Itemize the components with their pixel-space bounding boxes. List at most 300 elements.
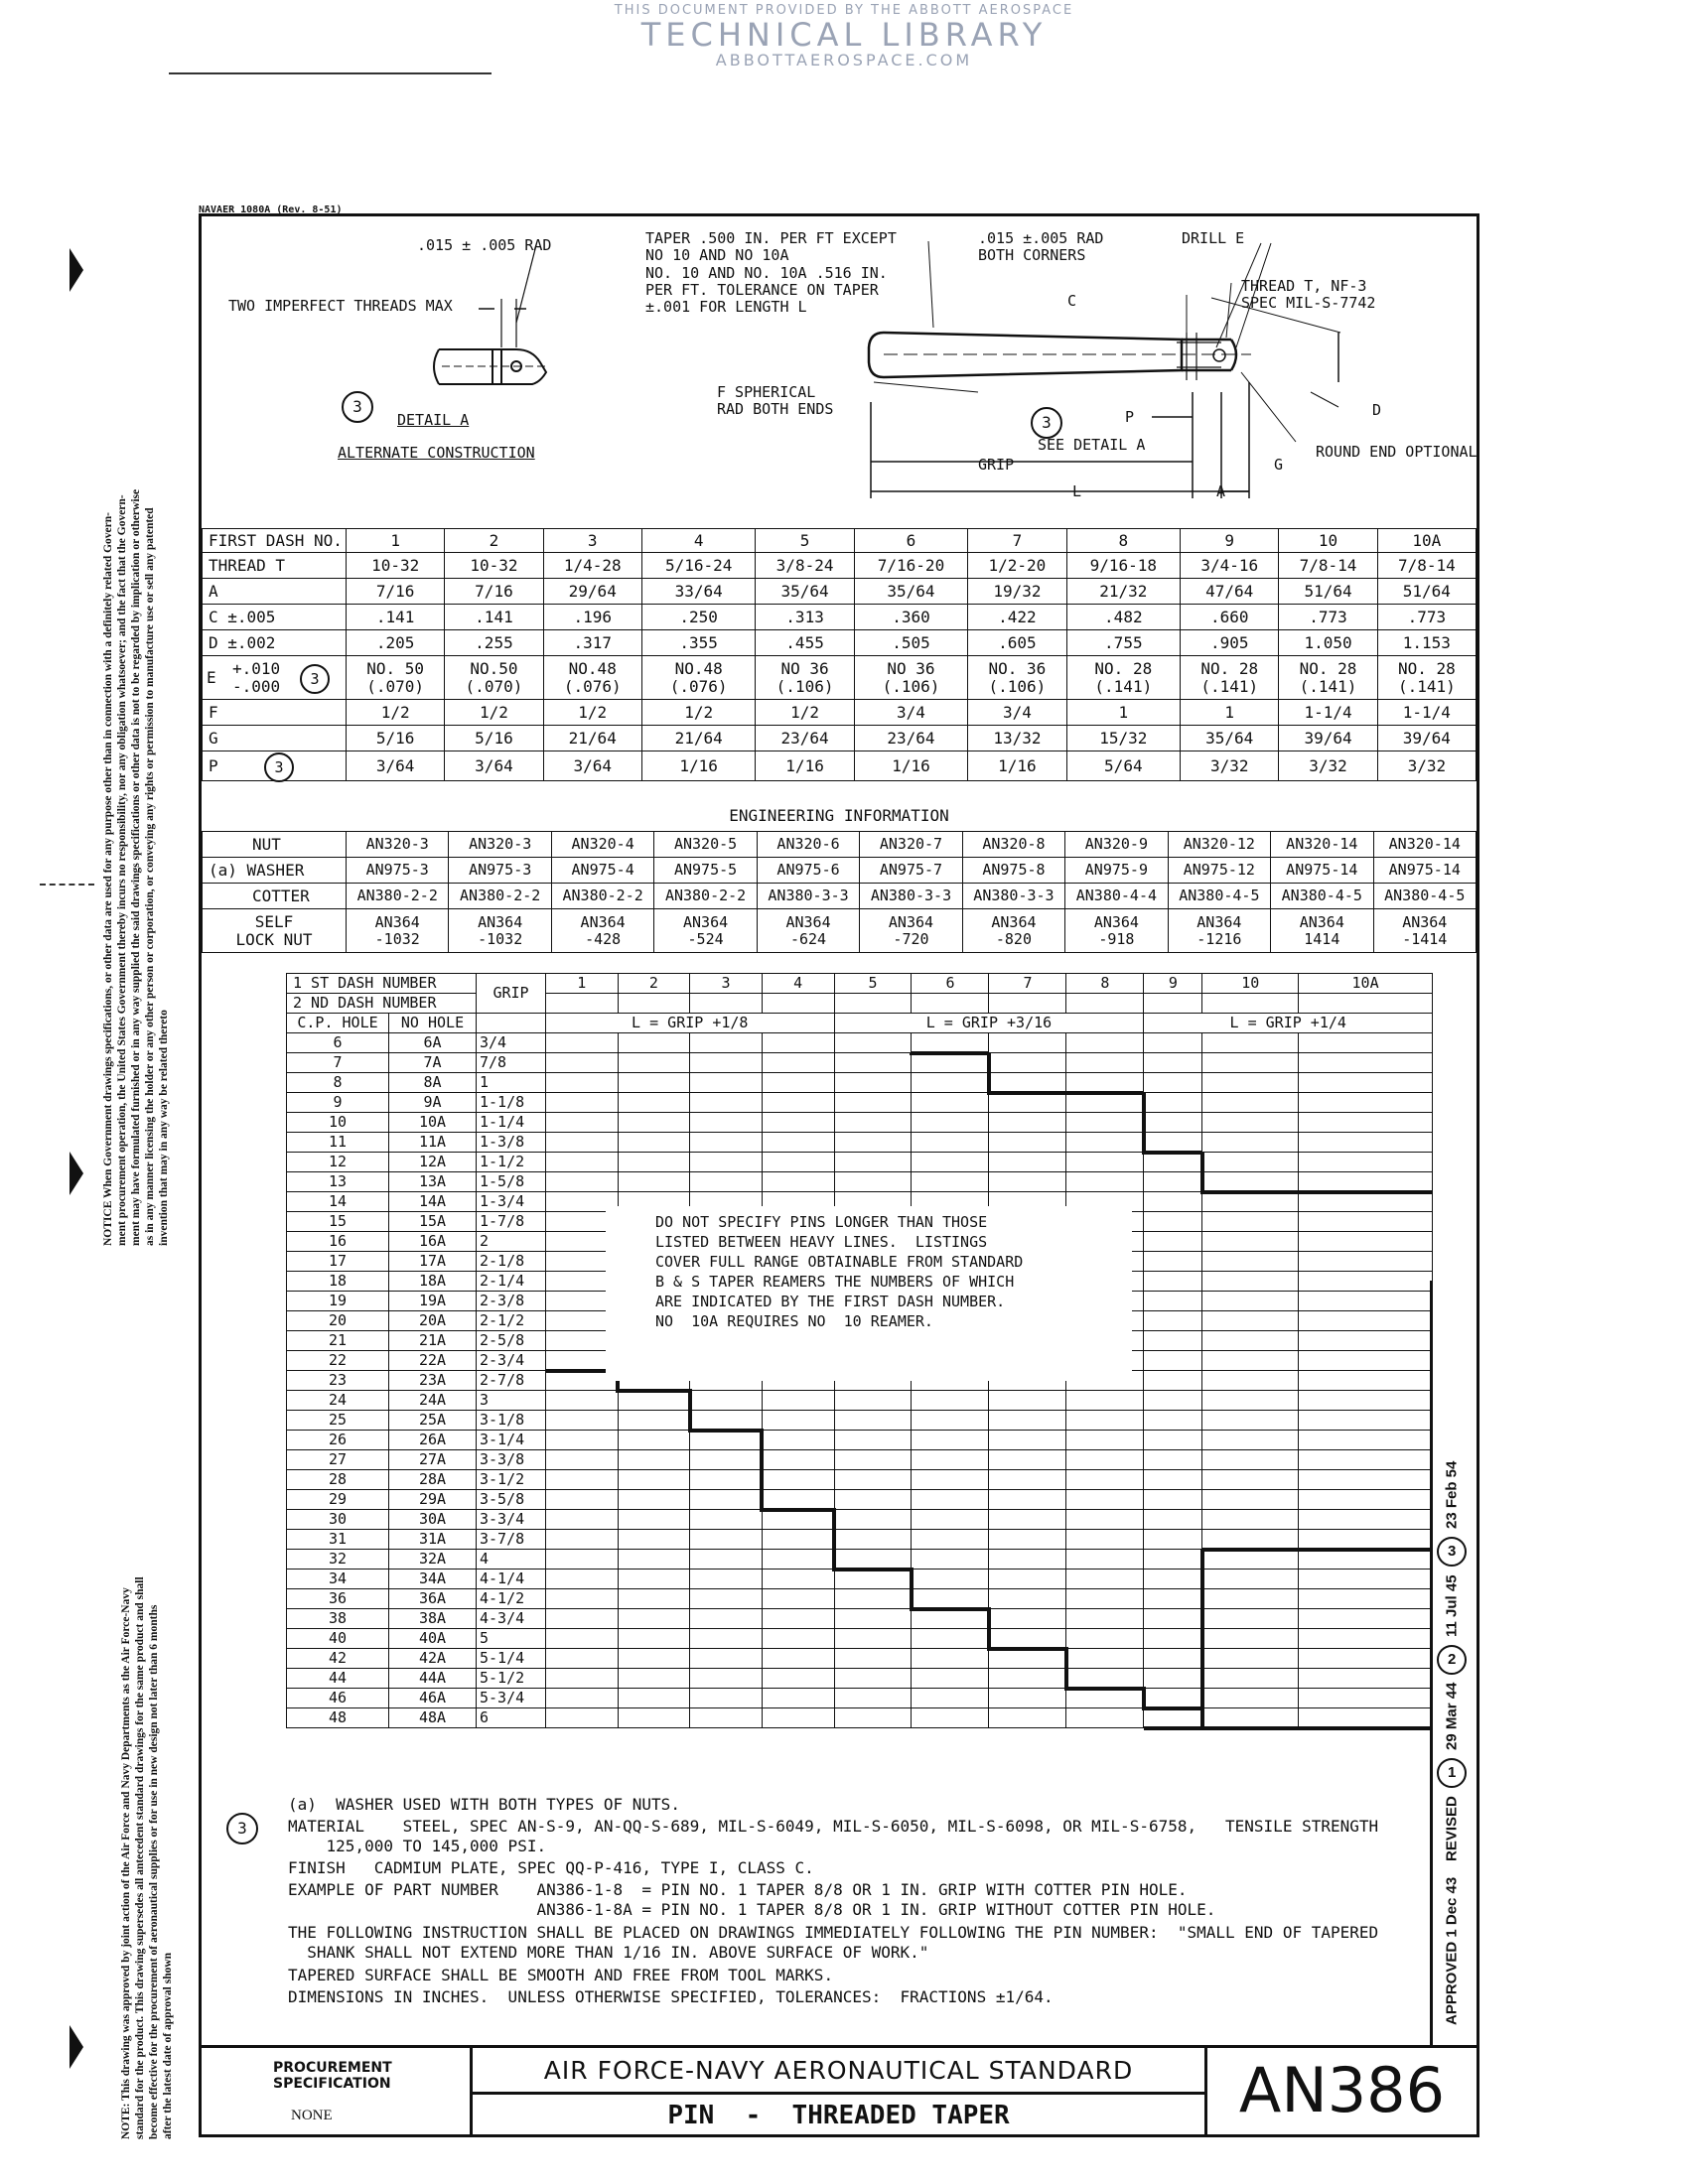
dim-cell: 19/32 [968, 579, 1066, 605]
grip-cell [618, 1093, 690, 1113]
heavy-line [1202, 1548, 1433, 1552]
no-hole-number: 46A [389, 1689, 477, 1708]
dim-row-label: THREAD T [203, 553, 347, 579]
grip-cell [1066, 1153, 1144, 1172]
self-lock-dash: -624 [789, 929, 827, 948]
eng-row [203, 832, 1477, 858]
dim-col-header: 7 [968, 529, 1066, 553]
grip-cell [618, 1669, 690, 1689]
top-rule [169, 72, 492, 74]
eng-row-self-lock [203, 909, 1477, 953]
grip-cell [618, 1530, 690, 1550]
note-finish: FINISH CADMIUM PLATE, SPEC QQ-P-416, TYPE I, CLASS C. [288, 1858, 814, 1877]
grip-value: 1-1/4 [477, 1113, 546, 1133]
grip-cell [834, 1133, 912, 1153]
grip-cell [912, 1073, 989, 1093]
punch-mark-bottom [70, 2025, 83, 2069]
grip-cell [1299, 1351, 1433, 1371]
grip-cell [1299, 1073, 1433, 1093]
grip-value: 1-5/8 [477, 1172, 546, 1192]
heavy-line [1200, 1153, 1204, 1194]
grip-cell [912, 1391, 989, 1411]
heavy-line [760, 1429, 764, 1512]
grip-cell [690, 1053, 763, 1073]
grip-cell [834, 1510, 912, 1530]
grip-cell [834, 1073, 912, 1093]
grip-value: 2-1/2 [477, 1311, 546, 1331]
cp-hole-number: 26 [287, 1431, 389, 1450]
grip-cell [546, 1629, 619, 1649]
grip-cell [834, 1550, 912, 1570]
self-lock-dash: -428 [585, 929, 622, 948]
grip-cell [1144, 1689, 1202, 1708]
grip-cell [1066, 1649, 1144, 1669]
grip-value: 1-3/8 [477, 1133, 546, 1153]
no-hole-number: 17A [389, 1252, 477, 1272]
dim-cell: 10-32 [445, 553, 543, 579]
no-hole-number: 27A [389, 1450, 477, 1470]
grip-cell [1066, 1033, 1144, 1053]
note-tapered-surface: TAPERED SURFACE SHALL BE SMOOTH AND FREE FROM TOOL MARKS. [288, 1966, 834, 1984]
grip-cell [1144, 1669, 1202, 1689]
title-block [202, 2045, 1477, 2137]
grip-cell [1066, 1431, 1144, 1450]
dim-cell: 1.050 [1279, 630, 1377, 656]
grip-cell [912, 1669, 989, 1689]
eng-cell: AN975-4 [551, 858, 653, 884]
no-hole-number: 22A [389, 1351, 477, 1371]
grip-cell [618, 1153, 690, 1172]
watermark-line1: THIS DOCUMENT PROVIDED BY THE ABBOTT AEROSPACE [614, 3, 1074, 18]
procurement-spec-value: NONE [291, 2108, 333, 2123]
grip-cell [1202, 1391, 1299, 1411]
grip-cell [1202, 1649, 1299, 1669]
grip-cell [1144, 1093, 1202, 1113]
grip-cell [1144, 1272, 1202, 1292]
grip-header-row-3 [287, 1014, 1433, 1033]
grip-cell [762, 1053, 834, 1073]
grip-cell [989, 1669, 1066, 1689]
eng-cell: AN380-4-5 [1168, 884, 1270, 909]
no-hole-number: 21A [389, 1331, 477, 1351]
grip-cell [989, 1470, 1066, 1490]
form-number: NAVAER 1080A (Rev. 8-51) [199, 205, 347, 215]
dim-col-header: 6 [854, 529, 968, 553]
grip-cell [1202, 1450, 1299, 1470]
grip-cell [1144, 1470, 1202, 1490]
dim-cell: 35/64 [1181, 726, 1279, 751]
dim-cell-e [445, 656, 543, 700]
watermark-url: ABBOTTAEROSPACE.COM [715, 51, 973, 69]
cp-hole-number: 27 [287, 1450, 389, 1470]
grip-cell [1202, 1609, 1299, 1629]
eng-cell: AN975-6 [757, 858, 859, 884]
grip-cell [1202, 1669, 1299, 1689]
dim-cell: .482 [1066, 605, 1181, 630]
grip-cell [1299, 1629, 1433, 1649]
grip-cell [912, 1470, 989, 1490]
self-lock-dash: 1414 [1304, 929, 1340, 948]
grip-cell [618, 1550, 690, 1570]
grip-cell [1144, 1192, 1202, 1212]
grip-cell [546, 1411, 619, 1431]
heavy-line [910, 1568, 914, 1611]
grip-cell [989, 1450, 1066, 1470]
dim-row [203, 700, 1477, 726]
grip-cell [834, 1570, 912, 1589]
cp-hole-number: 38 [287, 1609, 389, 1629]
note-washer: (a) WASHER USED WITH BOTH TYPES OF NUTS. [288, 1795, 680, 1814]
grip-cell [1144, 1133, 1202, 1153]
grip-cell [762, 1093, 834, 1113]
grip-value: 1-7/8 [477, 1212, 546, 1232]
blank-cell [1066, 994, 1144, 1014]
round-end-label: ROUND END OPTIONAL [1316, 443, 1477, 461]
grip-cell [1202, 1470, 1299, 1490]
formula-1: L = GRIP +1/8 [546, 1014, 835, 1033]
dim-cell: 1/2 [445, 700, 543, 726]
grip-cell [690, 1153, 763, 1172]
reamer-col-header: 3 [690, 974, 763, 994]
grip-cell [1066, 1570, 1144, 1589]
self-lock-part: AN364 [374, 913, 420, 931]
blank-cell [690, 994, 763, 1014]
dim-col-header: 8 [1066, 529, 1181, 553]
see-detail-label: SEE DETAIL A [1038, 436, 1146, 454]
eng-cell: AN380-3-3 [757, 884, 859, 909]
grip-cell [690, 1033, 763, 1053]
grip-value: 2-5/8 [477, 1331, 546, 1351]
eng-cell: AN380-4-5 [1373, 884, 1476, 909]
grip-cell [762, 1510, 834, 1530]
grip-cell [912, 1609, 989, 1629]
grip-cell [989, 1033, 1066, 1053]
self-lock-dash: -1216 [1196, 929, 1242, 948]
grip-cell [989, 1053, 1066, 1073]
cp-hole-number: 7 [287, 1053, 389, 1073]
grip-cell [1066, 1411, 1144, 1431]
dim-cell: .313 [756, 605, 854, 630]
dim-cell: 7/8-14 [1377, 553, 1476, 579]
heavy-line [1142, 1093, 1146, 1155]
e-drill-diameter: (.141) [1299, 676, 1357, 696]
heavy-line [1144, 1151, 1202, 1155]
grip-value: 2-1/4 [477, 1272, 546, 1292]
dim-cell: 9/16-18 [1066, 553, 1181, 579]
grip-cell [762, 1391, 834, 1411]
grip-cell [1066, 1113, 1144, 1133]
cp-hole-number: 30 [287, 1510, 389, 1530]
grip-cell [618, 1053, 690, 1073]
note-material-1: MATERIAL STEEL, SPEC AN-S-9, AN-QQ-S-689, MIL-S-6049, MIL-S-6050, MIL-S-6098, OR MIL-S-6758, TENSILE STRENGTH [288, 1817, 1379, 1836]
grip-cell [546, 1490, 619, 1510]
dim-col-header: 10 [1279, 529, 1377, 553]
e-note-circle: 3 [300, 664, 330, 694]
dim-row-label: D ±.002 [203, 630, 347, 656]
grip-cell [834, 1033, 912, 1053]
no-hole-number: 8A [389, 1073, 477, 1093]
rad-top-left-label: .015 ± .005 RAD [417, 236, 552, 254]
grip-cell [690, 1649, 763, 1669]
grip-cell [1202, 1311, 1299, 1331]
grip-cell [1202, 1589, 1299, 1609]
watermark-title: TECHNICAL LIBRARY [640, 16, 1048, 54]
dim-cell: .905 [1181, 630, 1279, 656]
grip-value: 4 [477, 1550, 546, 1570]
grip-cell [912, 1172, 989, 1192]
grip-cell [989, 1530, 1066, 1550]
blank-cell [989, 994, 1066, 1014]
grip-row [287, 1530, 1433, 1550]
grip-cell [762, 1609, 834, 1629]
grip-cell [989, 1411, 1066, 1431]
dim-row [203, 630, 1477, 656]
e-drill-number: NO. 28 [1094, 658, 1153, 678]
grip-cell [912, 1133, 989, 1153]
grip-cell [989, 1391, 1066, 1411]
self-lock-dash: -1032 [478, 929, 523, 948]
grip-cell [762, 1133, 834, 1153]
cp-hole-number: 25 [287, 1411, 389, 1431]
margin-dash [40, 884, 94, 886]
drill-e-label: DRILL E [1182, 229, 1245, 247]
grip-cell [1299, 1391, 1433, 1411]
eng-row-label: NUT [203, 832, 347, 858]
heavy-line [1144, 1706, 1202, 1710]
grip-cell [762, 1550, 834, 1570]
e-drill-diameter: (.141) [1094, 676, 1153, 696]
eng-cell: AN975-3 [347, 858, 449, 884]
dim-cell: 3/32 [1377, 751, 1476, 781]
cp-hole-number: 22 [287, 1351, 389, 1371]
grip-value: 3-3/4 [477, 1510, 546, 1530]
grip-cell [690, 1589, 763, 1609]
grip-cell [1066, 1669, 1144, 1689]
dim-header-row [203, 529, 1477, 553]
grip-cell [1066, 1708, 1144, 1728]
grip-cell [690, 1689, 763, 1708]
grip-cell [690, 1172, 763, 1192]
p-label: P [1125, 408, 1135, 426]
blank-cell [546, 994, 619, 1014]
grip-row [287, 1133, 1433, 1153]
grip-cell [1299, 1450, 1433, 1470]
grip-cell [762, 1411, 834, 1431]
no-hole-number: 15A [389, 1212, 477, 1232]
reamer-col-header: 8 [1066, 974, 1144, 994]
heavy-line [1202, 1190, 1433, 1194]
grip-cell [618, 1113, 690, 1133]
grip-cell [1202, 1212, 1299, 1232]
grip-cell [762, 1172, 834, 1192]
cp-hole-number: 44 [287, 1669, 389, 1689]
grip-value: 3-1/8 [477, 1411, 546, 1431]
rev-1-date: 29 Mar 44 [1443, 1682, 1461, 1750]
grip-cell [1144, 1629, 1202, 1649]
grip-cell [1144, 1431, 1202, 1450]
engineering-info-table [202, 831, 1477, 953]
dim-cell: .605 [968, 630, 1066, 656]
self-lock-dash: -524 [687, 929, 724, 948]
grip-cell [834, 1629, 912, 1649]
grip-cell [618, 1073, 690, 1093]
g-label: G [1274, 456, 1284, 474]
notice-line-5: invention that may in any way be related thereto [158, 1010, 170, 1246]
cp-hole-header: C.P. HOLE [287, 1014, 389, 1033]
grip-cell [1144, 1589, 1202, 1609]
dim-cell: 3/4 [854, 700, 968, 726]
dim-cell-e [1279, 656, 1377, 700]
grip-cell [834, 1411, 912, 1431]
reamer-col-header: 4 [762, 974, 834, 994]
dim-cell: 3/32 [1181, 751, 1279, 781]
grip-cell [989, 1113, 1066, 1133]
grip-cell [1202, 1490, 1299, 1510]
no-hole-number: 19A [389, 1292, 477, 1311]
e-drill-number: NO.48 [674, 658, 723, 678]
rev-2-date: 11 Jul 45 [1443, 1573, 1461, 1637]
grip-cell [1202, 1292, 1299, 1311]
part-title: PIN - THREADED TAPER [667, 2101, 1010, 2130]
eng-cell: AN320-5 [654, 832, 757, 858]
grip-cell [618, 1470, 690, 1490]
dim-col-header: 9 [1181, 529, 1279, 553]
grip-cell [912, 1113, 989, 1133]
dim-cell: .355 [641, 630, 756, 656]
grip-cell [1299, 1510, 1433, 1530]
grip-row [287, 1113, 1433, 1133]
grip-cell [1299, 1570, 1433, 1589]
cp-hole-number: 12 [287, 1153, 389, 1172]
dim-col-header: 2 [445, 529, 543, 553]
a-label: A [1216, 482, 1226, 500]
dim-cell: .773 [1377, 605, 1476, 630]
grip-cell [690, 1609, 763, 1629]
see-detail-circle: 3 [1031, 407, 1062, 439]
eng-cell: AN380-2-2 [347, 884, 449, 909]
dim-cell: 1-1/4 [1279, 700, 1377, 726]
dim-cell: 21/64 [641, 726, 756, 751]
grip-cell [1066, 1391, 1144, 1411]
eng-cell: AN975-3 [449, 858, 551, 884]
grip-cell [1299, 1153, 1433, 1172]
cp-hole-number: 42 [287, 1649, 389, 1669]
grip-cell [1299, 1669, 1433, 1689]
grip-cell [912, 1570, 989, 1589]
dim-cell: 3/4-16 [1181, 553, 1279, 579]
e-drill-diameter: (.076) [563, 676, 622, 696]
dim-cell-e [968, 656, 1066, 700]
no-hole-number: 32A [389, 1550, 477, 1570]
dim-cell: 47/64 [1181, 579, 1279, 605]
rev-1-circle: 1 [1437, 1758, 1467, 1788]
grip-cell [618, 1649, 690, 1669]
grip-cell [1299, 1550, 1433, 1570]
grip-cell [762, 1649, 834, 1669]
grip-cell [834, 1113, 912, 1133]
reamer-col-header: 10 [1202, 974, 1299, 994]
heavy-line [1200, 1550, 1204, 1728]
eng-row [203, 884, 1477, 909]
dim-cell: 1/2 [347, 700, 445, 726]
heavy-line [690, 1429, 763, 1433]
heavy-line [832, 1508, 836, 1571]
e-drill-number: NO.48 [568, 658, 617, 678]
eng-cell: AN975-14 [1271, 858, 1373, 884]
grip-cell [1066, 1133, 1144, 1153]
grip-cell [1144, 1311, 1202, 1331]
grip-cell [912, 1411, 989, 1431]
grip-cell [1299, 1371, 1433, 1391]
grip-row [287, 1550, 1433, 1570]
dim-cell: 1 [1181, 700, 1279, 726]
dim-col-header: 3 [543, 529, 641, 553]
dim-row-e [203, 656, 1477, 700]
dim-cell: 5/64 [1066, 751, 1181, 781]
dim-cell: 3/32 [1279, 751, 1377, 781]
dim-cell: 51/64 [1377, 579, 1476, 605]
alternate-construction-label: ALTERNATE CONSTRUCTION [338, 444, 535, 462]
eng-row-label: (a) WASHER [203, 858, 347, 884]
dim-cell: 39/64 [1377, 726, 1476, 751]
grip-cell [989, 1510, 1066, 1530]
cp-hole-number: 29 [287, 1490, 389, 1510]
eng-cell: AN975-7 [860, 858, 962, 884]
grip-cell [989, 1490, 1066, 1510]
eng-row-label: COTTER [203, 884, 347, 909]
grip-cell [989, 1689, 1066, 1708]
heavy-line [987, 1607, 991, 1651]
grip-cell [912, 1708, 989, 1728]
no-hole-number: 44A [389, 1669, 477, 1689]
grip-cell [1066, 1073, 1144, 1093]
grip-cell [1144, 1073, 1202, 1093]
grip-value: 1-1/8 [477, 1093, 546, 1113]
grip-row [287, 1629, 1433, 1649]
no-hole-number: 42A [389, 1649, 477, 1669]
grip-cell [989, 1431, 1066, 1450]
grip-cell [618, 1490, 690, 1510]
grip-cell [1299, 1708, 1433, 1728]
grip-cell [618, 1629, 690, 1649]
cp-hole-number: 36 [287, 1589, 389, 1609]
e-drill-number: NO. 28 [1299, 658, 1357, 678]
heavy-line [989, 1647, 1066, 1651]
self-lock-part: AN364 [683, 913, 729, 931]
self-lock-part: AN364 [1402, 913, 1448, 931]
dim-cell-e [347, 656, 445, 700]
self-lock-part: AN364 [785, 913, 831, 931]
grip-row [287, 1649, 1433, 1669]
blank-cell [834, 994, 912, 1014]
formula-2: L = GRIP +3/16 [834, 1014, 1144, 1033]
grip-cell [912, 1450, 989, 1470]
eng-cell: AN380-2-2 [551, 884, 653, 909]
dim-cell: 1/16 [641, 751, 756, 781]
grip-cell [834, 1053, 912, 1073]
dim-row [203, 579, 1477, 605]
grip-cell [1299, 1589, 1433, 1609]
eng-cell: AN975-9 [1065, 858, 1168, 884]
heavy-line [912, 1051, 989, 1055]
cp-hole-number: 48 [287, 1708, 389, 1728]
dim-row [203, 605, 1477, 630]
l-label: L [1072, 482, 1082, 500]
dim-cell-e [641, 656, 756, 700]
heavy-line [912, 1607, 989, 1611]
reamer-col-header: 9 [1144, 974, 1202, 994]
note-instruction-1: THE FOLLOWING INSTRUCTION SHALL BE PLACED ON DRAWINGS IMMEDIATELY FOLLOWING THE PIN NUMBER: "SMALL END OF TAPERED [288, 1923, 1379, 1942]
